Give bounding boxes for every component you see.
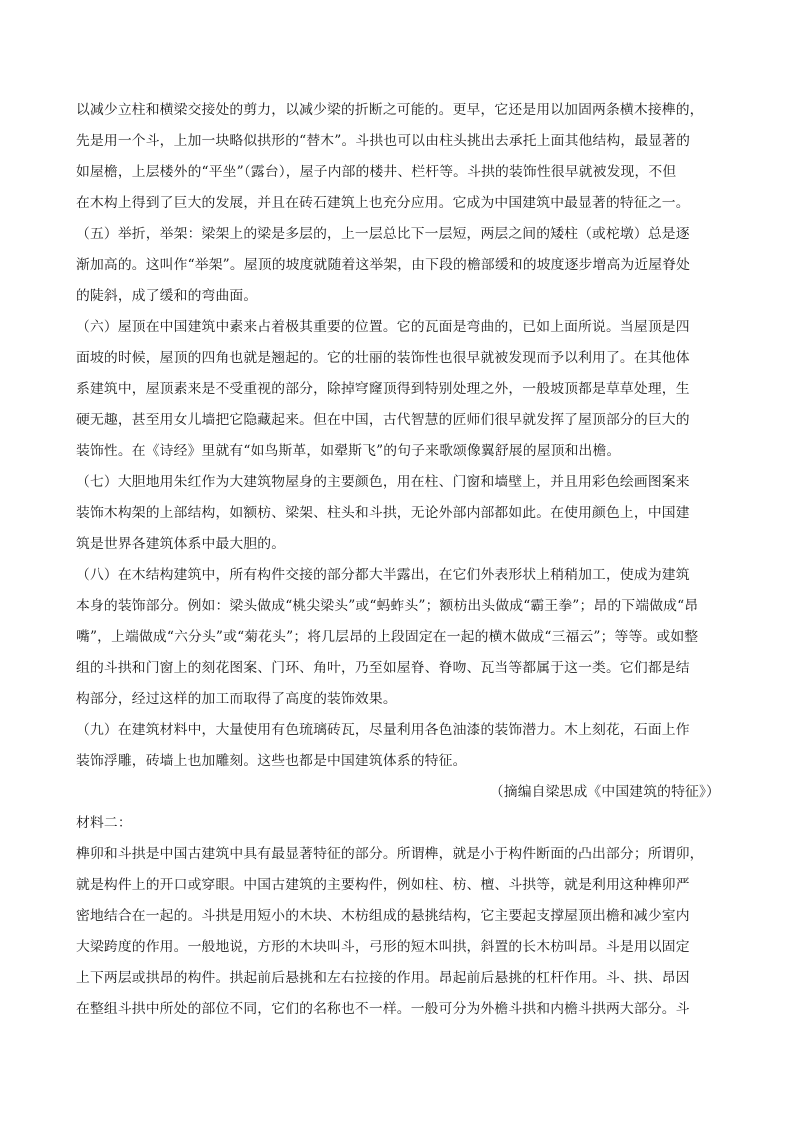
text-line: （七）大胆地用朱红作为大建筑物屋身的主要颜色，用在柱、门窗和墙壁上，并且用彩色绘画图案来 [76, 474, 690, 490]
text-line: 榫卯和斗拱是中国古建筑中具有最显著特征的部分。所谓榫，就是小于构件断面的凸出部分；所谓卯， [76, 846, 704, 862]
text-line: 系建筑中，屋顶素来是不受重视的部分，除掉穹窿顶得到特别处理之外，一般坡顶都是草草处理，生 [76, 381, 690, 397]
text-line: 筑是世界各建筑体系中最大胆的。 [76, 536, 286, 552]
text-line: 以减少立柱和横梁交接处的剪力，以减少梁的折断之可能的。更早，它还是用以加固两条横木接榫的， [76, 102, 704, 118]
text-line: 组的斗拱和门窗上的刻花图案、门环、角叶，乃至如屋脊、脊吻、瓦当等都属于这一类。它们都是结 [76, 660, 690, 676]
text-line: 大梁跨度的作用。一般地说，方形的木块叫斗，弓形的短木叫拱，斜置的长木枋叫昂。斗是用以固定 [76, 939, 690, 955]
text-line: （五）举折，举架：梁架上的梁是多层的，上一层总比下一层短，两层之间的矮柱（或柁墩）总是逐 [76, 226, 690, 242]
text-line: 先是用一个斗，上加一块略似拱形的“替木”。斗拱也可以由柱头挑出去承托上面其他结构，最显著的 [76, 133, 691, 149]
text-line: 上下两层或拱昂的构件。拱起前后悬挑和左右拉接的作用。昂起前后悬挑的杠杆作用。斗、拱、昂因 [76, 970, 690, 986]
text-line: 面坡的时候，屋顶的四角也就是翘起的。它的壮丽的装饰性也很早就被发现而予以利用了。在其他体 [76, 350, 690, 366]
text-line: 密地结合在一起的。斗拱是用短小的木块、木枋组成的悬挑结构，它主要起支撑屋顶出檐和减少室内 [76, 908, 690, 924]
text-line: （九）在建筑材料中，大量使用有色琉璃砖瓦，尽量利用各色油漆的装饰潜力。木上刻花，石面上作 [76, 722, 690, 738]
text-line: 装饰木构架的上部结构，如额枋、梁架、柱头和斗拱，无论外部内部都如此。在使用颜色上，中国建 [76, 505, 690, 521]
text-line: （六）屋顶在中国建筑中素来占着极其重要的位置。它的瓦面是弯曲的，已如上面所说。当屋顶是四 [76, 319, 690, 335]
section-heading: 材料二： [76, 815, 132, 831]
text-line: 在木构上得到了巨大的发展，并且在砖石建筑上也充分应用。它成为中国建筑中最显著的特征之一。 [76, 195, 690, 211]
text-line: 嘴”，上端做成“六分头”或“菊花头”；将几层昂的上段固定在一起的横木做成“三福云”；等等。或如整 [76, 629, 699, 645]
text-line: 的陡斜，成了缓和的弯曲面。 [76, 288, 258, 304]
text-line: 装饰性。在《诗经》里就有“如鸟斯革，如翚斯飞”的句子来歌颂像翼舒展的屋顶和出檐。 [76, 443, 621, 459]
text-line: 就是构件上的开口或穿眼。中国古建筑的主要构件，例如柱、枋、檀、斗拱等，就是利用这种榫卯严 [76, 877, 690, 893]
document-page [76, 95, 726, 1025]
text-line: 本身的装饰部分。例如：梁头做成“桃尖梁头”或“蚂蚱头”；额枋出头做成“霸王拳”；昂的下端做成“昂 [76, 598, 699, 614]
text-line: （八）在木结构建筑中，所有构件交接的部分都大半露出，在它们外表形状上稍稍加工，使成为建筑 [76, 567, 690, 583]
text-line: 构部分，经过这样的加工而取得了高度的装饰效果。 [76, 691, 397, 707]
text-line: 在整组斗拱中所处的部位不同，它们的名称也不一样。一般可分为外檐斗拱和内檐斗拱两大部分。斗 [76, 1001, 690, 1017]
text-line: 渐加高的。这叫作“举架”。屋顶的坡度就随着这举架，由下段的檐部缓和的坡度逐步增高为近屋脊处 [76, 257, 691, 273]
text-line: 硬无趣，甚至用女儿墙把它隐藏起来。但在中国，古代智慧的匠师们很早就发挥了屋顶部分的巨大的 [76, 412, 690, 428]
text-line: 如屋檐，上层楼外的“平坐”（露台），屋子内部的楼井、栏杆等。斗拱的装饰性很早就被发现，不但 [76, 164, 677, 180]
source-citation: （摘编自梁思成《中国建筑的特征》） [489, 784, 720, 800]
text-line: 装饰浮雕，砖墙上也加雕刻。这些也都是中国建筑体系的特征。 [76, 753, 467, 769]
